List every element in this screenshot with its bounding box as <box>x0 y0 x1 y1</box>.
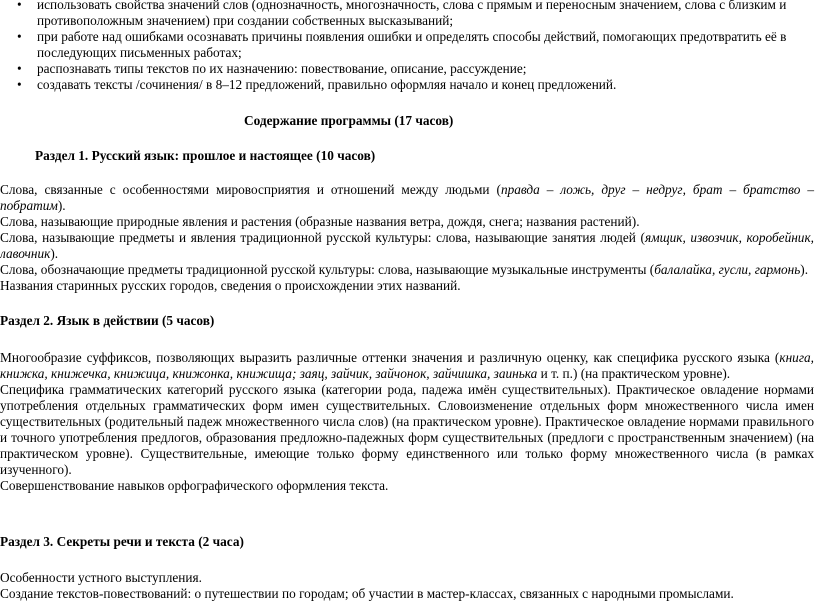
paragraph <box>0 350 816 382</box>
paragraph: Названия старинных русских городов, сведения о происхождении этих названий. <box>0 278 461 293</box>
bullet-item: • использовать свойства значений слов (однозначность, многозначность, слова с прямым и переносным значением, слова с близким и противоположным значением) при создании собственных высказываний; <box>0 0 816 29</box>
paragraph: Совершенствование навыков орфографического оформления текста. <box>0 478 389 493</box>
paragraph: Специфика грамматических категорий русского языка (категории рода, падежа имён существительных). Практическое овладение нормами употребления отдельных грамматических форм имен существительных. Словоизменение отдельных форм множественного числа имен существительных (родительный падеж множественного числа слов) (на практическом уровне). Практическое овладение нормами правильного и точного употребления предлогов, образования предложно-падежных форм существительных (предлоги с пространственным значением) (на практическом уровне). Существительные, имеющие только форму единственного или только форму множественного числа (в рамках изученного). <box>0 382 814 477</box>
italic-examples: ямщик, извозчик, коробейник, лавочник <box>0 230 815 261</box>
section-3-title: Раздел 3. Секреты речи и текста (2 часа) <box>0 534 244 549</box>
text: Слова, связанные с особенностями мировосприятия и отношений между людьми ( <box>0 182 501 197</box>
text: ). <box>57 198 66 213</box>
text: ). <box>50 246 59 261</box>
bullet-item: • создавать тексты /сочинения/ в 8–12 предложений, правильно оформляя начало и конец предложений. <box>0 77 816 93</box>
paragraph <box>0 262 816 278</box>
program-heading: Содержание программы (17 часов) <box>244 113 454 128</box>
italic-examples: балалайка, гусли, гармонь <box>654 262 801 277</box>
section-2-body <box>0 350 816 494</box>
bullet-item: • при работе над ошибками осознавать причины появления ошибки и определять способы действий, помогающих предотвратить её в последующих письменных работах; <box>0 29 816 61</box>
section-3-body <box>0 570 816 602</box>
text: Многообразие суффиксов, позволяющих выразить различные оттенки значения и различную оценку, как специфика русского языка ( <box>0 350 780 365</box>
text: ). <box>800 262 809 277</box>
paragraph: Создание текстов-повествований: о путешествии по городам; об участии в мастер-классах, связанных с народными промыслами. <box>0 586 734 601</box>
paragraph: Слова, называющие природные явления и растения (образные названия ветра, дождя, снега; названия растений). <box>0 214 640 229</box>
italic-examples: книга, книжка, книжечка, книжица, книжонка, книжища; заяц, зайчик, зайчонок, зайчишка, заинька <box>0 350 814 381</box>
paragraph: Особенности устного выступления. <box>0 570 202 585</box>
italic-examples: правда – ложь, друг – недруг, брат – братство – побратим <box>0 182 814 213</box>
paragraph <box>0 230 816 262</box>
section-1-title: Раздел 1. Русский язык: прошлое и настоящее (10 часов) <box>35 148 376 163</box>
section-1-body <box>0 182 816 294</box>
bullet-list <box>0 0 816 93</box>
paragraph <box>0 182 816 214</box>
text: Слова, называющие предметы и явления традиционной русской культуры: слова, называющие занятия людей ( <box>0 230 645 245</box>
text: и т. п.) (на практическом уровне). <box>537 366 731 381</box>
text: Слова, обозначающие предметы традиционной русской культуры: слова, называющие музыкальные инструменты ( <box>0 262 655 277</box>
section-2-title: Раздел 2. Язык в действии (5 часов) <box>0 313 215 328</box>
bullet-item: • распознавать типы текстов по их назначению: повествование, описание, рассуждение; <box>0 61 816 77</box>
